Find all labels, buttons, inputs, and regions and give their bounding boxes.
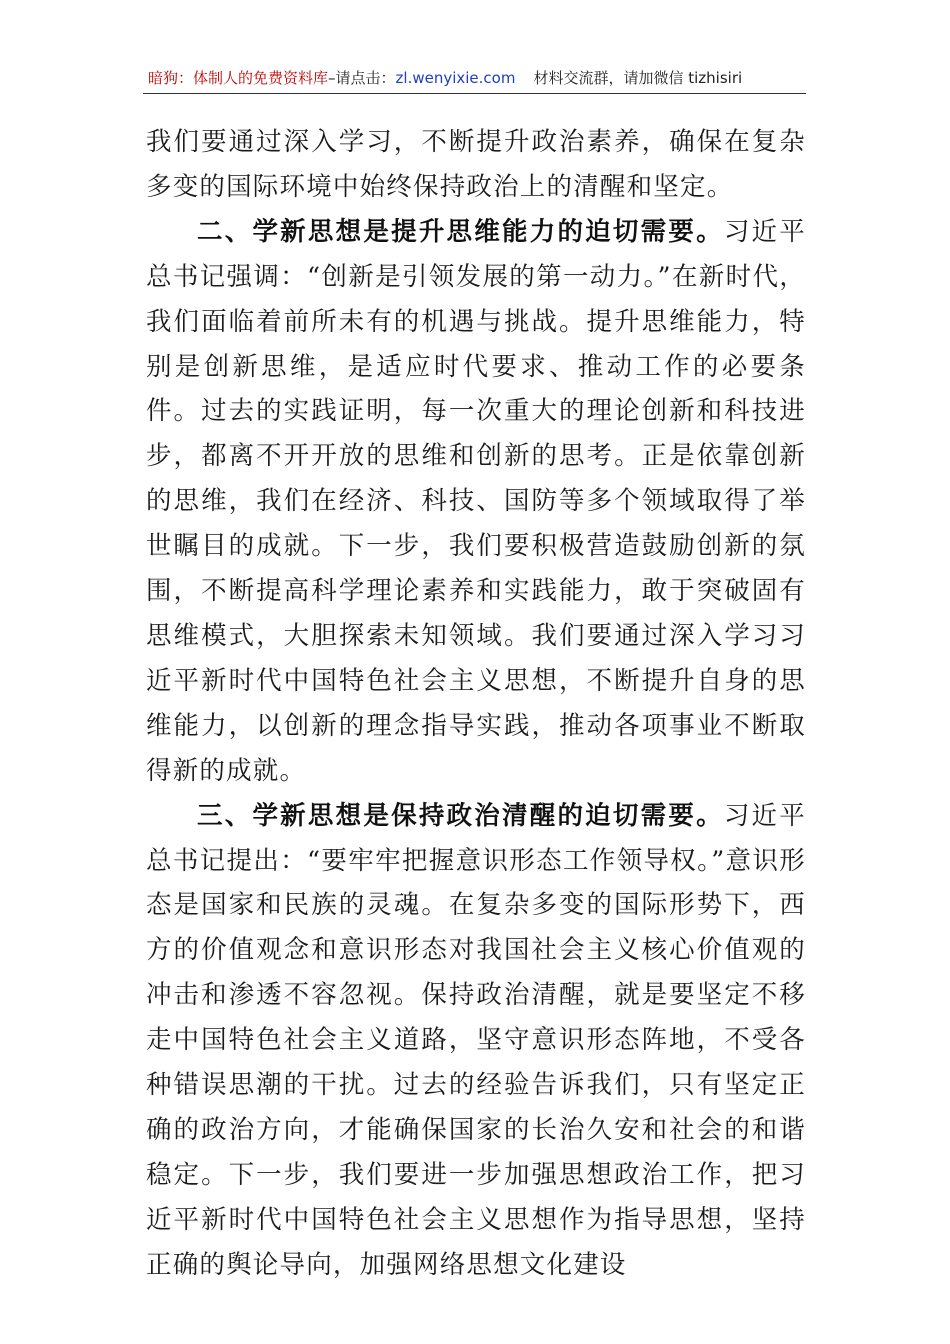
header-site-name: 暗狗：体制人的免费资料库 — [148, 69, 329, 87]
paragraph-section-3 — [146, 794, 806, 1288]
paragraph-text: 我们要通过深入学习，不断提升政治素养，确保在复杂多变的国际环境中始终保持政治上的清醒和坚定。 — [146, 127, 806, 202]
paragraph-text: 习近平总书记提出：“要牢牢把握意识形态工作领导权。”意识形态是国家和民族的灵魂。在复杂多变的国际形势下，西方的价值观念和意识形态对我国社会主义核心价值观的冲击和渗透不容忽视。保持政治清醒，就是要坚定不移走中国特色社会主义道路，坚守意识形态阵地，不受各种错误思潮的干扰。过去的经验告诉我们，只有坚定正确的政治方向，才能确保国家的长治久安和社会的和谐稳定。下一步，我们要进一步加强思想政治工作，把习近平新时代中国特色社会主义思想作为指导思想，坚持正确的舆论导向，加强网络思想文化建设 — [146, 800, 806, 1280]
page-header — [148, 66, 804, 90]
header-prompt: –请点击： — [328, 69, 396, 87]
paragraph-text: 习近平总书记强调：“创新是引领发展的第一动力。”在新时代，我们面临着前所未有的机遇与挑战。提升思维能力，特别是创新思维，是适应时代要求、推动工作的必要条件。过去的实践证明，每一次重大的理论创新和科技进步，都离不开开放的思维和创新的思考。正是依靠创新的思维，我们在经济、科技、国防等多个领域取得了举世瞩目的成就。下一步，我们要积极营造鼓励创新的氛围，不断提高科学理论素养和实践能力，敢于突破固有思维模式，大胆探索未知领域。我们要通过深入学习习近平新时代中国特色社会主义思想，不断提升自身的思维能力，以创新的理念指导实践，推动各项事业不断取得新的成就。 — [146, 216, 806, 786]
document-body — [146, 120, 806, 1288]
paragraph-continuation — [146, 120, 806, 210]
section-heading: 三、学新思想是保持政治清醒的迫切需要。 — [197, 800, 724, 831]
header-url-link[interactable]: zl.wenyixie.com — [395, 69, 516, 87]
header-divider — [143, 93, 806, 94]
section-heading: 二、学新思想是提升思维能力的迫切需要。 — [197, 216, 724, 247]
header-group-text: 材料交流群，请加微信 tizhisiri — [533, 69, 743, 87]
paragraph-section-2 — [146, 210, 806, 794]
